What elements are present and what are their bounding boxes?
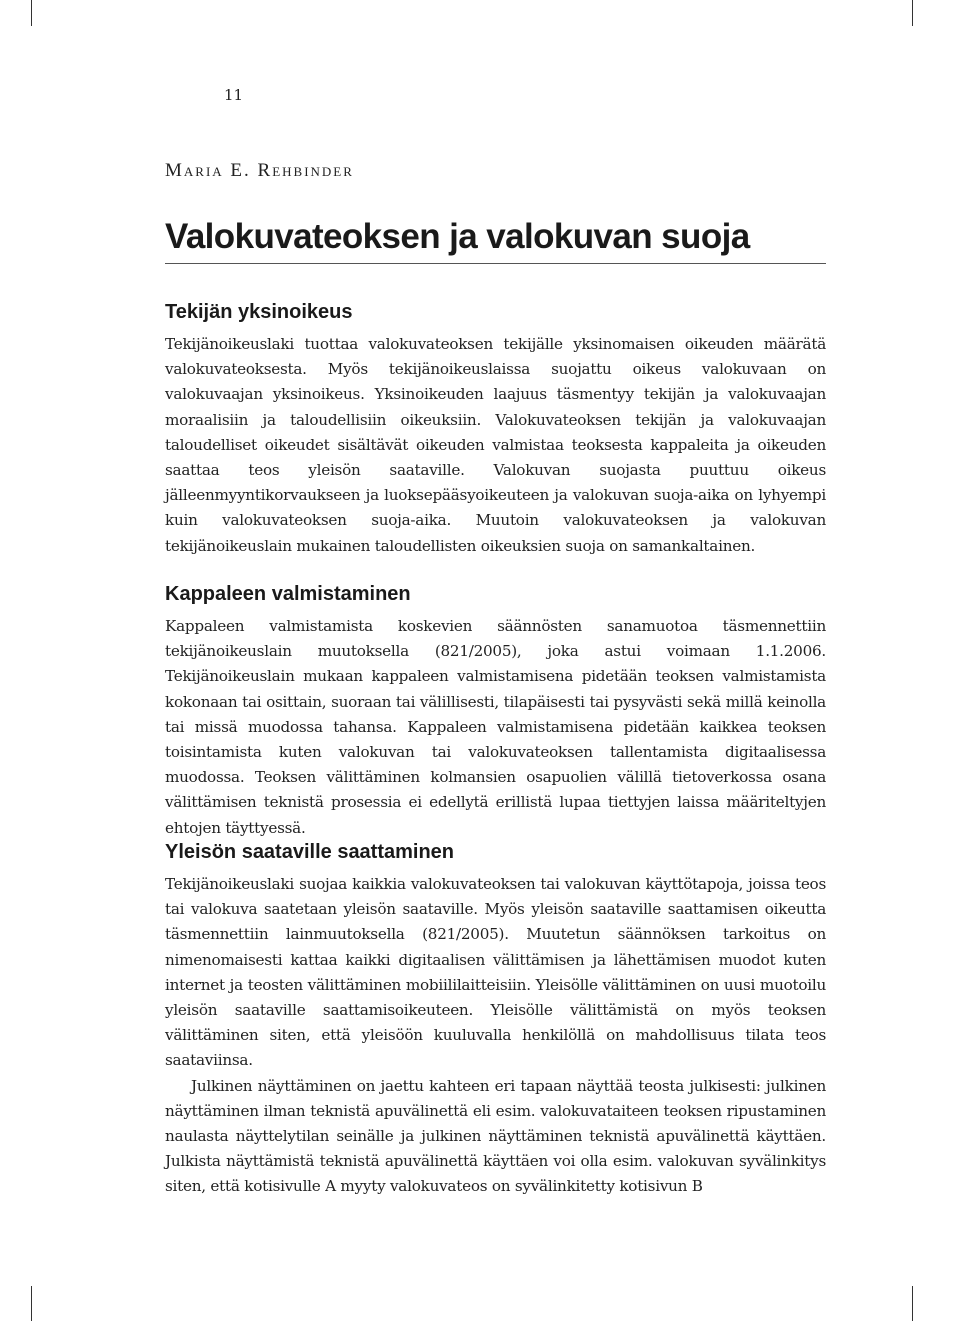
crop-mark-bottom-right	[912, 1286, 913, 1321]
page-number: 11	[224, 86, 244, 104]
paragraph: Tekijänoikeuslaki suojaa kaikkia valokuvateoksen tai valokuvan käyttötapoja, joissa teos tai valokuva saatetaan yleisön saataville. Myös yleisön saataville saattamisen oikeutta täsmennettiin lainmuutoksella (821/2005). Muutetun säännöksen tarkoitus on nimenomaisesti kattaa kaikki digitaalisen välittämisen ja lähettämisen muodot kuten internet ja teosten välittäminen mobiililaitteisiin. Yleisölle välittäminen on uusi muotoilu yleisön saataville saattamisoikeuteen. Yleisölle välittämistä on myös teoksen välittäminen siten, että yleisöön kuuluvalla henkilöllä on mahdollisuus tilata teos saataviinsa.	[165, 875, 826, 1070]
section-tekijan-yksinoikeus	[165, 298, 826, 559]
paragraph: Kappaleen valmistamista koskevien säännösten sanamuotoa täsmennettiin tekijänoikeuslain muutoksella (821/2005), joka astui voimaan 1.1.2006. Tekijänoikeuslain mukaan kappaleen valmistamisena pidetään teoksen valmistamista kokonaan tai osittain, suoraan tai välillisesti, tilapäisesti tai pysyvästi sekä millä keinolla tai missä muodossa tahansa. Kappaleen valmistamisena pidetään kaikkea teoksen toisintamista kuten valokuvan tai valokuvateoksen tallentamista digitaalisessa muodossa. Teoksen välittäminen kolmansien osapuolien välillä tietoverkossa osana välittämisen teknistä prosessia ei edellytä erillistä lupaa tiettyjen laissa määriteltyjen ehtojen täyttyessä.	[165, 617, 826, 837]
section-heading: Yleisön saataville saattaminen	[165, 841, 455, 863]
section-yleison-saataville-saattaminen	[165, 838, 826, 1200]
crop-mark-bottom-left	[31, 1286, 32, 1321]
article-title: Valokuvateoksen ja valokuvan suoja	[165, 217, 750, 256]
crop-mark-top-left	[31, 0, 32, 26]
section-heading: Tekijän yksinoikeus	[165, 301, 353, 323]
paragraph: Julkinen näyttäminen on jaettu kahteen eri tapaan näyttää teosta julkisesti: julkinen näyttäminen ilman teknistä apuvälinettä eli esim. valokuvataiteen teoksen ripustaminen naulasta näyttelytilan seinälle ja julkinen näyttäminen teknistä apuvälinettä käyttäen. Julkista näyttämistä teknistä apuvälinettä käyttäen voi olla esim. valokuvan syvälinkitys siten, että kotisivulle A myyty valokuvateos on syvälinkitetty kotisivun B	[165, 1076, 826, 1196]
section-kappaleen-valmistaminen	[165, 580, 826, 841]
section-heading: Kappaleen valmistaminen	[165, 583, 411, 605]
crop-mark-top-right	[912, 0, 913, 26]
title-underline	[165, 263, 826, 264]
paragraph: Tekijänoikeuslaki tuottaa valokuvateoksen tekijälle yksinomaisen oikeuden määrätä valokuvateoksesta. Myös tekijänoikeuslaissa suojattu oikeus valokuvaan on valokuvaajan yksinoikeus. Yksinoikeuden laajuus täsmentyy tekijän ja valokuvaajan moraalisiin ja taloudellisiin oikeuksiin. Valokuvateoksen tekijän ja valokuvaajan taloudelliset oikeudet sisältävät oikeuden valmistaa teoksesta kappaleita ja oikeuden saattaa teos yleisön saataville. Valokuvan suojasta puuttuu oikeus jälleenmyyntikorvaukseen ja luoksepääsyoikeuteen ja valokuvan suoja-aika on lyhyempi kuin valokuvateoksen suoja-aika. Muutoin valokuvateoksen ja valokuvan tekijänoikeuslain mukainen taloudellisten oikeuksien suoja on samankaltainen.	[165, 335, 826, 555]
author-name: Maria E. Rehbinder	[165, 160, 354, 181]
